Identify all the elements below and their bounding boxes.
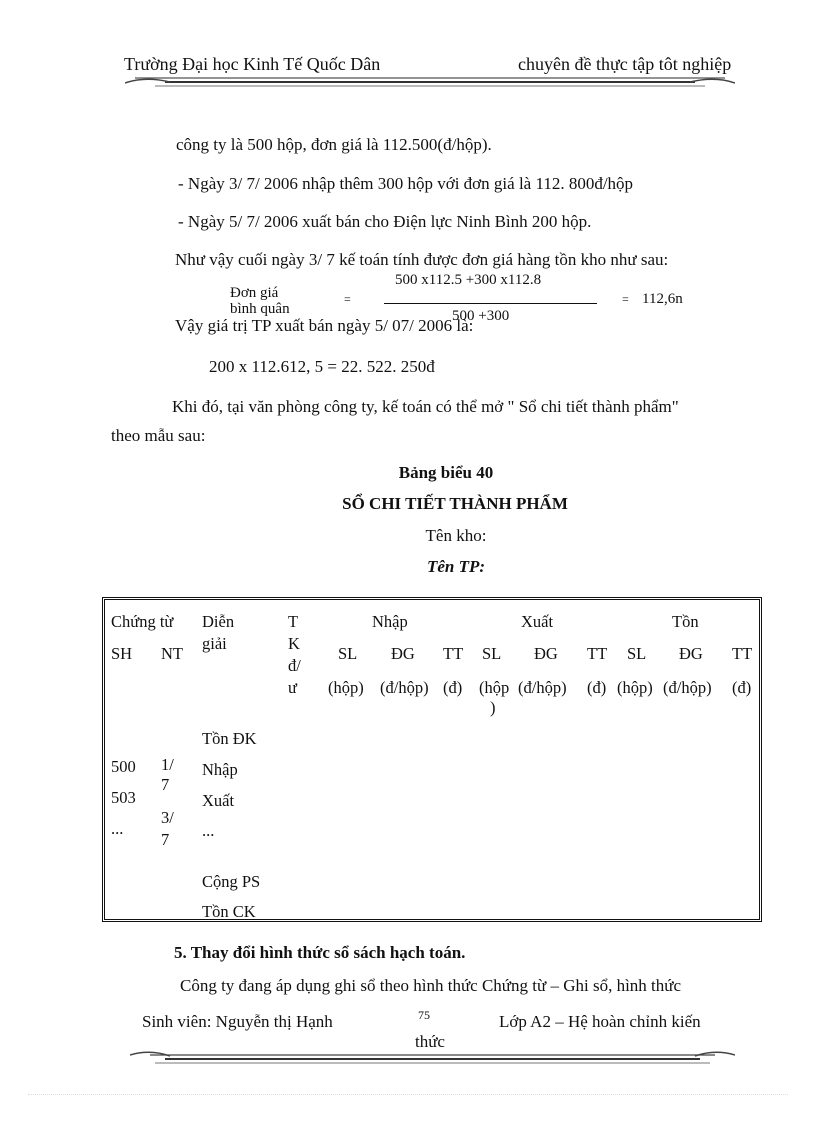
paragraph-line: Vậy giá trị TP xuất bán ngày 5/ 07/ 2006 là: (175, 316, 474, 335)
formula-denominator: 500 +300 (452, 308, 510, 324)
formula-equals: = (622, 292, 629, 306)
header-import-tt: TT (443, 644, 464, 663)
header-stock-tt: TT (732, 644, 753, 663)
formula-label: bình quân (230, 301, 290, 317)
header-sh: SH (111, 644, 133, 663)
footer-class: Lớp A2 – Hệ hoàn chỉnh kiến (499, 1012, 701, 1031)
header-account: đ/ (288, 656, 301, 675)
unit-export-sl: ) (490, 698, 496, 717)
page-edge-line (28, 1094, 788, 1095)
paragraph-line: - Ngày 5/ 7/ 2006 xuất bán cho Điện lực Ninh Bình 200 hộp. (178, 212, 592, 231)
row-description: Tồn ĐK (202, 729, 257, 748)
product-name: Tên TP: (426, 557, 486, 576)
unit-export-sl: (hộp (479, 678, 510, 697)
header-account: T (288, 612, 299, 631)
row-nt: 1/ (161, 755, 174, 774)
fraction-bar (384, 303, 597, 304)
footer-class-continued: thức (415, 1032, 445, 1051)
row-sh: 503 (111, 788, 136, 807)
table-title: SỔ CHI TIẾT THÀNH PHẨM (342, 494, 568, 513)
row-description: Cộng PS (202, 872, 261, 891)
header-voucher: Chứng từ (111, 612, 174, 631)
section-heading: 5. Thay đổi hình thức sổ sách hạch toán. (174, 943, 466, 962)
row-description: Tồn CK (202, 902, 256, 921)
row-description: Nhập (202, 760, 238, 779)
row-description: Xuất (202, 791, 235, 810)
row-nt: 7 (161, 830, 170, 849)
row-nt: 3/ (161, 808, 174, 827)
row-sh: 500 (111, 757, 136, 776)
row-sh: ... (111, 819, 124, 838)
row-description: ... (202, 821, 215, 840)
warehouse-name: Tên kho: (425, 526, 487, 545)
unit-export-tt: (đ) (587, 678, 607, 697)
row-nt: 7 (161, 775, 170, 794)
header-account: ư (288, 678, 297, 697)
table-caption: Bảng biểu 40 (398, 463, 494, 482)
header-export-tt: TT (587, 644, 608, 663)
page-number: 75 (418, 1008, 430, 1022)
header-export-dg: ĐG (534, 644, 558, 663)
header-import-sl: SL (338, 644, 358, 663)
header-right: chuyên đề thực tập tôt nghiệp (518, 54, 732, 74)
paragraph-line: - Ngày 3/ 7/ 2006 nhập thêm 300 hộp với đơn giá là 112. 800đ/hộp (178, 174, 634, 193)
formula-numerator: 500 x112.5 +300 x112.8 (395, 272, 542, 288)
paragraph-line: Như vậy cuối ngày 3/ 7 kế toán tính được đơn giá hàng tồn kho như sau: (175, 250, 669, 269)
unit-import-tt: (đ) (443, 678, 463, 697)
formula-result: 112,6n (642, 291, 683, 307)
header-import-dg: ĐG (391, 644, 415, 663)
paragraph-line: 200 x 112.612, 5 = 22. 522. 250đ (209, 357, 435, 376)
footer-rule (130, 1049, 735, 1067)
unit-stock-tt: (đ) (732, 678, 752, 697)
unit-stock-sl: (hộp) (617, 678, 653, 697)
header-nt: NT (161, 644, 183, 663)
header-stock: Tồn (672, 612, 699, 631)
header-import: Nhập (372, 612, 408, 631)
formula-label: Đơn giá (230, 285, 279, 301)
paragraph-line: Khi đó, tại văn phòng công ty, kế toán có thể mở " Sổ chi tiết thành phẩm" (172, 397, 679, 416)
unit-import-dg: (đ/hộp) (380, 678, 429, 697)
section-text: Công ty đang áp dụng ghi sổ theo hình thức Chứng từ – Ghi sổ, hình thức (180, 976, 682, 995)
header-description: giải (202, 634, 227, 653)
header-stock-sl: SL (627, 644, 647, 663)
unit-import-sl: (hộp) (328, 678, 364, 697)
header-rule (125, 74, 735, 90)
paragraph-line: theo mẫu sau: (111, 426, 206, 445)
header-export: Xuất (521, 612, 554, 631)
ledger-table (102, 597, 762, 922)
formula-equals: = (344, 292, 351, 306)
unit-stock-dg: (đ/hộp) (663, 678, 712, 697)
header-description: Diễn (202, 612, 235, 631)
paragraph-line: công ty là 500 hộp, đơn giá là 112.500(đ/hộp). (176, 135, 492, 154)
header-left: Trường Đại học Kinh Tế Quốc Dân (124, 54, 381, 74)
unit-export-dg: (đ/hộp) (518, 678, 567, 697)
header-export-sl: SL (482, 644, 502, 663)
header-stock-dg: ĐG (679, 644, 703, 663)
footer-student: Sinh viên: Nguyễn thị Hạnh (142, 1012, 333, 1031)
header-account: K (288, 634, 300, 653)
